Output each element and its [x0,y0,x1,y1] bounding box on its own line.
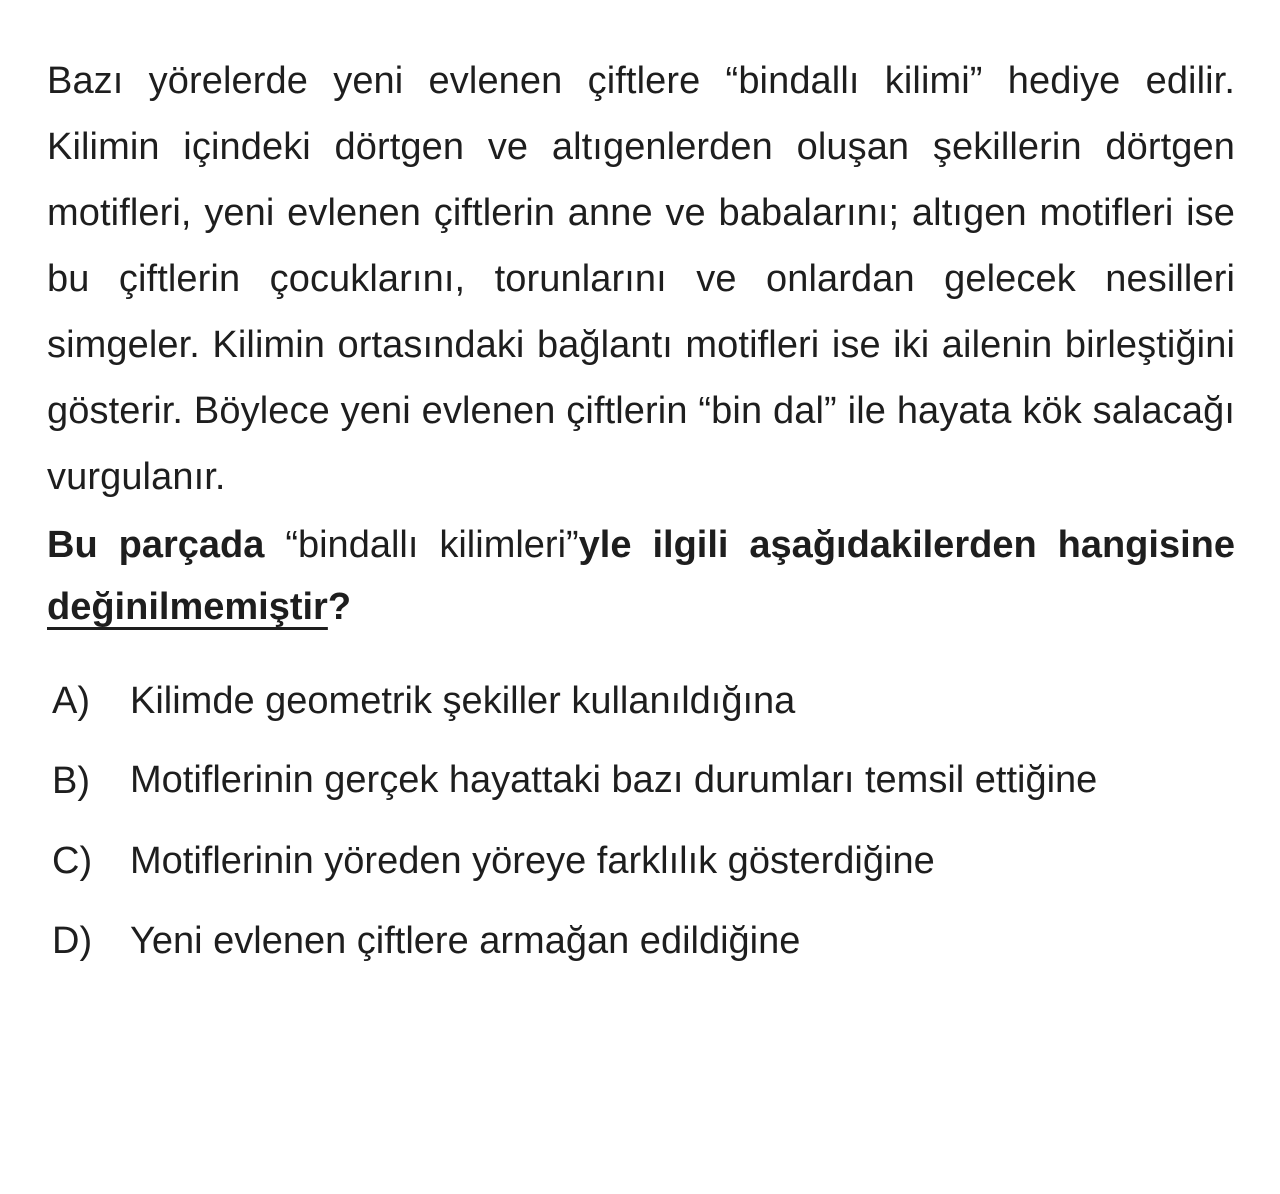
option-d[interactable] [47,912,1235,970]
question-mark: ? [327,586,352,628]
option-b[interactable] [47,752,1235,810]
option-a-text: Kilimde geometrik şekiller kullanıldığına [130,680,796,722]
question-quoted-term: “bindallı kilimleri” [285,524,579,566]
passage-text: Bazı yörelerde yeni evlenen çiftlere “bindallı kilimi” hediye edilir. Kilimin içindeki dörtgen ve altıgenlerden oluşan şekillerin dörtgen motifleri, yeni evlenen çiftlerin anne ve babalarını; altıgen motifleri ise bu çiftlerin çocuklarını, torunlarını ve onlardan gelecek nesilleri simgeler. Kilimin ortasındaki bağlantı motifleri ise iki ailenin birleştiğini gösterir. Böylece yeni evlenen çiftlerin “bin dal” ile hayata kök salacağı vurgulanır. [47,60,1235,498]
question-underlined-word: değinilmemiştir [47,586,328,628]
option-c-text: Motiflerinin yöreden yöreye farklılık gösterdiğine [130,840,935,882]
option-c-letter: C) [52,840,93,882]
question-part-1: Bu parçada [47,524,286,566]
question-part-3: yle ilgili aşağıdakilerden hangisine [578,524,1235,566]
question-card [47,48,1235,992]
question-prompt [47,514,1235,638]
option-c[interactable] [47,832,1235,890]
answer-options [47,672,1235,970]
option-a[interactable] [47,672,1235,730]
option-d-text: Yeni evlenen çiftlere armağan edildiğine [130,920,801,962]
option-b-letter: B) [52,760,90,802]
option-b-text: Motiflerinin gerçek hayattaki bazı durumları temsil ettiğine [130,759,1098,801]
option-d-letter: D) [52,920,93,962]
option-a-letter: A) [52,680,90,722]
